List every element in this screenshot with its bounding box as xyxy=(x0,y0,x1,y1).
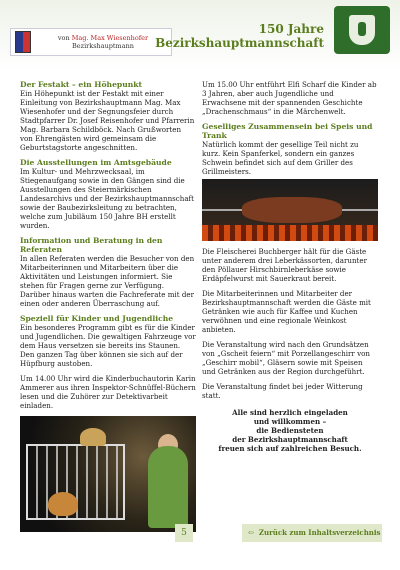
page-number: 5 xyxy=(175,524,193,542)
closing-line: die Bediensteten xyxy=(256,426,324,435)
section-text: Ein besonderes Programm gibt es für die Kinder und Jugendlichen. Die gewaltigen Fahrzeuge vor dem Haus versetzen sie bereits ins Staunen. Den ganzen Tag über können sie sich auf der Hüpfburg austoben. xyxy=(20,323,196,368)
section-heading: Speziell für Kinder und Jugendliche xyxy=(20,314,174,323)
author-text xyxy=(35,34,171,50)
section-heading: Die Ausstellungen im Amtsgebäude xyxy=(20,158,172,167)
author-role: Bezirkshauptmann xyxy=(72,42,134,50)
back-to-toc-label: Zurück zum Inhaltsverzeichnis xyxy=(258,528,381,537)
puppet-show-photo xyxy=(20,416,196,532)
section-heading: Information und Beratung in den Referaten xyxy=(20,236,163,254)
closing-line: freuen sich auf zahlreichen Besuch. xyxy=(218,444,362,453)
left-column xyxy=(20,80,196,532)
closing-invitation xyxy=(202,408,378,453)
section-text: In allen Referaten werden die Besucher von den Mitarbeiterinnen und Mitarbeitern über die Aktivitäten und Leistungen informiert. Sie stehen für Fragen gerne zur Verfügung. Darüber hinaus warten die Fachreferate mit der einen oder anderen Überraschung auf. xyxy=(20,254,195,308)
section-text-maerchen: Um 15.00 Uhr entführt Elfi Scharf die Kinder ab 3 Jahren, aber auch Jugendliche und Erwachsene mit der spannenden Geschichte „Drachenschmaus“ in die Märchenwelt. xyxy=(202,80,377,116)
section-text-lesung: Um 14.00 Uhr wird die Kinderbuchautorin Karin Ammerer aus ihren Inspektor-Schnüffel-Büchern lesen und die Zuhörer zur Detektivarbeit einladen. xyxy=(20,374,196,410)
section-heading-geselliges: Geselliges Zusammensein bei Speis und Trank xyxy=(202,122,373,140)
section-text: Im Kultur- und Mehrzwecksaal, im Stiegenaufgang sowie in den Gängen sind die Ausstellungen des Steiermärkischen Landesarchivs und der Bezirkshauptmannschaft sowie der Baubezirksleitung zu betrachten, welche zum Jubiläum 150 Jahre BH erstellt wurden. xyxy=(20,167,195,230)
section-heading: Der Festakt – ein Höhepunkt xyxy=(20,80,143,89)
closing-line: Alle sind herzlich eingeladen xyxy=(232,408,348,417)
paragraph-witterung: Die Veranstaltung findet bei jeder Witterung statt. xyxy=(202,382,363,400)
grill-photo xyxy=(202,179,378,241)
section-text-geselliges: Natürlich kommt der gesellige Teil nicht zu kurz. Kein Spanferkel, sondern ein ganzes Schwein befindet sich auf dem Griller des Grillmeisters. xyxy=(202,140,359,176)
panther-icon xyxy=(349,15,375,45)
paragraph-mitarbeiter: Die Mitarbeiterinnen und Mitarbeiter der Bezirkshauptmannschaft werden die Gäste mit Getränken wie auch für Kaffee und Kuchen verwöhnen und eine regionale Weinkost anbieten. xyxy=(202,289,371,334)
author-name: Mag. Max Wiesenhofer xyxy=(71,34,149,42)
author-box xyxy=(10,28,172,56)
right-column xyxy=(202,80,378,453)
dragon-puppet xyxy=(48,492,78,516)
section-information xyxy=(20,236,196,308)
author-prefix: von xyxy=(57,34,70,42)
section-ausstellungen xyxy=(20,158,196,230)
coat-of-arms-icon xyxy=(15,31,31,53)
styria-crest-logo xyxy=(334,6,390,54)
page-title-line2: Bezirkshauptmannschaft xyxy=(155,36,324,50)
back-arrow-icon: ⇦ xyxy=(248,528,254,537)
paragraph-fleischerei: Die Fleischerei Buchberger hält für die Gäste unter anderem drei Leberkässorten, darunter den Pöllauer Hirschbirnleberkäse sowie Erdäpfelwurst mit Sauerkraut bereit. xyxy=(202,247,367,283)
section-text: Ein Höhepunkt ist der Festakt mit einer Einleitung von Bezirkshauptmann Mag. Max Wiesenhofer und der Segnungsfeier durch Stadtpfarrer Dr. Josef Reisenhofer und Pfarrerin Mag. Barbara Schildböck. Nach Grußworten von Ehrengästen wird gemeinsam die Geburtstagstorte angeschnitten. xyxy=(20,89,195,152)
section-kinder xyxy=(20,314,196,368)
section-festakt xyxy=(20,80,196,152)
back-to-toc-button[interactable] xyxy=(242,524,382,542)
embers xyxy=(202,225,378,241)
lamp-shape xyxy=(80,428,106,446)
closing-line: der Bezirkshauptmannschaft xyxy=(232,435,348,444)
closing-line: und willkommen – xyxy=(253,417,327,426)
page-title xyxy=(155,22,324,50)
paragraph-gscheit-feiern: Die Veranstaltung wird nach den Grundsätzen von „Gscheit feiern“ mit Porzellangeschirr von „Geschirr mobil“, Gläsern sowie mit Speisen und Getränken aus der Region durchgeführt. xyxy=(202,340,370,376)
performer xyxy=(148,446,188,528)
roast-pig xyxy=(242,197,342,223)
page-title-line1: 150 Jahre xyxy=(258,22,324,36)
